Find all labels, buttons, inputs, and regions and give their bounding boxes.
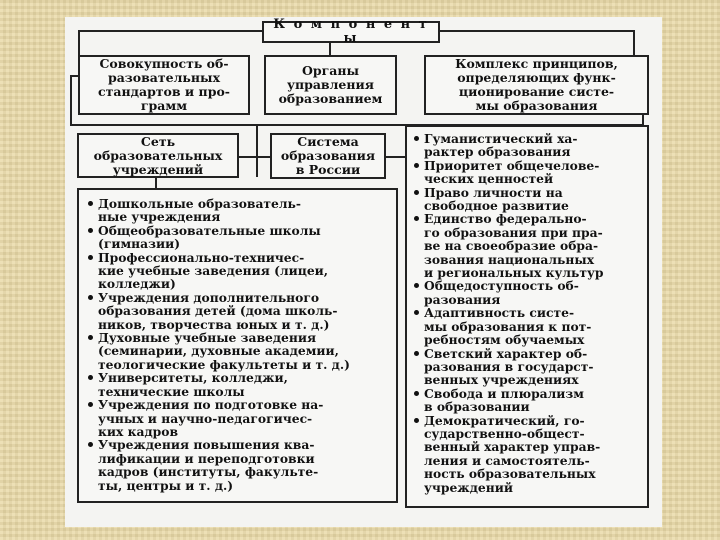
slide (65, 17, 662, 527)
list-item: Общеобразовательные школы (гимназии) (87, 224, 392, 251)
education-network: Сеть образовательных учреждений (77, 133, 239, 178)
connector-line (440, 30, 634, 32)
component-principles: Комплекс принципов, определяющих функ- ционирование систе- мы образования (424, 55, 649, 115)
list-item: Демократический, го- сударственно-общест- венный характер управ- ления и самостоятель- ность образовательных учреждений (413, 414, 643, 494)
component-standards: Совокупность об- разовательных стандартов и про- грамм (78, 55, 250, 115)
list-item: Профессионально-техничес- кие учебные заведения (лицеи, колледжи) (87, 251, 392, 291)
list-item: Приоритет общечелове- ческих ценностей (413, 159, 643, 186)
list-item: Право личности на свободное развитие (413, 186, 643, 213)
list-item: Общедоступность об- разования (413, 279, 643, 306)
list-item: Единство федерально- го образования при пра- ве на своеобразие обра- зования национальных и региональных культур (413, 212, 643, 279)
connector-line (155, 178, 157, 188)
connector-line (256, 124, 258, 177)
list-item: Гуманистический ха- рактер образования (413, 132, 643, 159)
connector-line (238, 156, 270, 158)
list-item: Учреждения дополнительного образования детей (дома школь- ников, творчества юных и т. д.) (87, 291, 392, 331)
education-system-russia: Система образования в России (270, 133, 386, 179)
list-item: Дошкольные образователь- ные учреждения (87, 197, 392, 224)
connector-line (633, 30, 635, 55)
principles-list (405, 125, 649, 508)
connector-line (385, 156, 405, 158)
institutions-list (77, 188, 398, 503)
list-item: Духовные учебные заведения (семинарии, духовные академии, теологические факультеты и т. д.) (87, 331, 392, 371)
connector-line (78, 30, 263, 32)
list-item: Свобода и плюрализм в образовании (413, 387, 643, 414)
connector-line (70, 75, 72, 125)
connector-line (78, 30, 80, 55)
diagram-title: К о м п о н е н т ы (262, 21, 440, 43)
list-item: Учреждения повышения ква- лификации и переподготовки кадров (институты, факульте- ты, центры и т. д.) (87, 438, 392, 492)
list-item: Учреждения по подготовке на- учных и научно-педагогичес- ких кадров (87, 398, 392, 438)
list-item: Адаптивность систе- мы образования к пот- ребностям обучаемых (413, 306, 643, 346)
list-item: Университеты, колледжи, технические школы (87, 371, 392, 398)
component-management: Органы управления образованием (264, 55, 397, 115)
list-item: Светский характер об- разования в государст- венных учреждениях (413, 347, 643, 387)
